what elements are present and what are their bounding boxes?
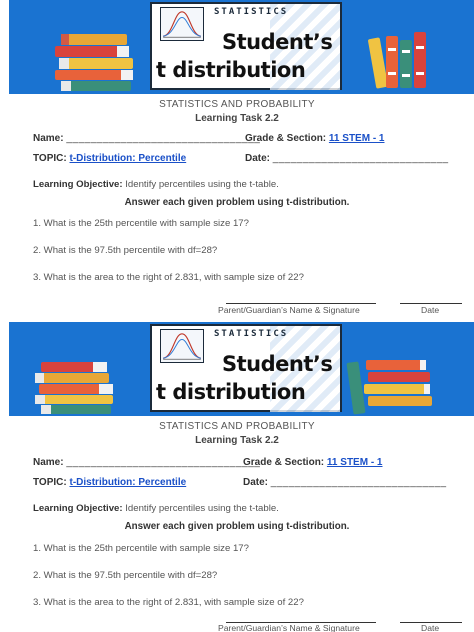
- bell-curve-icon: [160, 7, 204, 41]
- task-heading: Learning Task 2.2: [195, 435, 279, 446]
- instruction: Answer each given problem using t-distribution.: [124, 197, 350, 208]
- banner: [9, 322, 474, 416]
- worksheet-body: [0, 416, 474, 632]
- name-label: Name:: [33, 457, 64, 468]
- name-field[interactable]: [33, 457, 260, 468]
- signature-line: [226, 303, 376, 304]
- objective-text: Identify percentiles using the t-table.: [125, 179, 279, 190]
- objective-label: Learning Objective:: [33, 503, 123, 514]
- question-1: 1. What is the 25th percentile with sample size 17?: [33, 543, 249, 554]
- date-label: Date:: [243, 477, 269, 488]
- name-blank: ________________________________: [66, 457, 261, 468]
- books-stack-icon: [55, 32, 141, 92]
- topic: [33, 153, 186, 164]
- banner-title-line2: t distribution: [156, 380, 306, 404]
- subject-heading: STATISTICS AND PROBABILITY: [159, 421, 315, 432]
- objective-label: Learning Objective:: [33, 179, 123, 190]
- banner-title-line1: Student’s: [222, 352, 333, 376]
- topic-label: TOPIC:: [33, 153, 67, 164]
- name-blank: ________________________________: [66, 133, 261, 144]
- topic-value: t-Distribution: Percentile: [69, 477, 187, 488]
- grade-label: Grade & Section:: [245, 133, 327, 144]
- books-leaning-icon: [344, 356, 444, 416]
- topic-value: t-Distribution: Percentile: [69, 153, 187, 164]
- banner-title-card: [150, 324, 342, 412]
- name-field[interactable]: [33, 133, 260, 144]
- banner-title-card: [150, 2, 342, 90]
- question-3: 3. What is the area to the right of 2.831, with sample size of 22?: [33, 597, 304, 608]
- question-3: 3. What is the area to the right of 2.831, with sample size of 22?: [33, 272, 304, 283]
- worksheet-body: [0, 94, 474, 316]
- signature-label: Parent/Guardian’s Name & Signature: [218, 623, 360, 632]
- grade-value: 11 STEM - 1: [326, 457, 383, 468]
- subject-heading: STATISTICS AND PROBABILITY: [159, 99, 315, 110]
- grade-value: 11 STEM - 1: [328, 133, 385, 144]
- books-stack-icon: [35, 362, 121, 414]
- name-label: Name:: [33, 133, 64, 144]
- learning-objective: [33, 179, 279, 190]
- date-signature-line: [400, 303, 462, 304]
- question-2: 2. What is the 97.5th percentile with df=28?: [33, 245, 218, 256]
- banner-title-line1: Student’s: [222, 30, 333, 54]
- learning-objective: [33, 503, 279, 514]
- question-2: 2. What is the 97.5th percentile with df=28?: [33, 570, 218, 581]
- banner: [9, 0, 474, 94]
- topic-label: TOPIC:: [33, 477, 67, 488]
- grade-label: Grade & Section:: [243, 457, 325, 468]
- books-leaning-icon: [364, 28, 440, 90]
- task-heading: Learning Task 2.2: [195, 113, 279, 124]
- worksheet-bottom: [0, 322, 474, 632]
- topic: [33, 477, 186, 488]
- date-field[interactable]: [243, 477, 447, 488]
- banner-tag: STATISTICS: [214, 329, 289, 339]
- grade-section: [243, 457, 383, 468]
- banner-tag: STATISTICS: [214, 7, 289, 17]
- objective-text: Identify percentiles using the t-table.: [125, 503, 279, 514]
- instruction: Answer each given problem using t-distribution.: [124, 521, 350, 532]
- bell-curve-icon: [160, 329, 204, 363]
- grade-section: [245, 133, 385, 144]
- date-label: Date:: [245, 153, 271, 164]
- date-blank: _____________________________: [272, 153, 449, 164]
- question-1: 1. What is the 25th percentile with sample size 17?: [33, 218, 249, 229]
- signature-label: Parent/Guardian’s Name & Signature: [218, 305, 360, 315]
- date-field[interactable]: [245, 153, 449, 164]
- date-signature-label: Date: [421, 623, 440, 632]
- banner-title-line2: t distribution: [156, 58, 306, 82]
- date-signature-label: Date: [421, 305, 440, 315]
- date-blank: _____________________________: [270, 477, 447, 488]
